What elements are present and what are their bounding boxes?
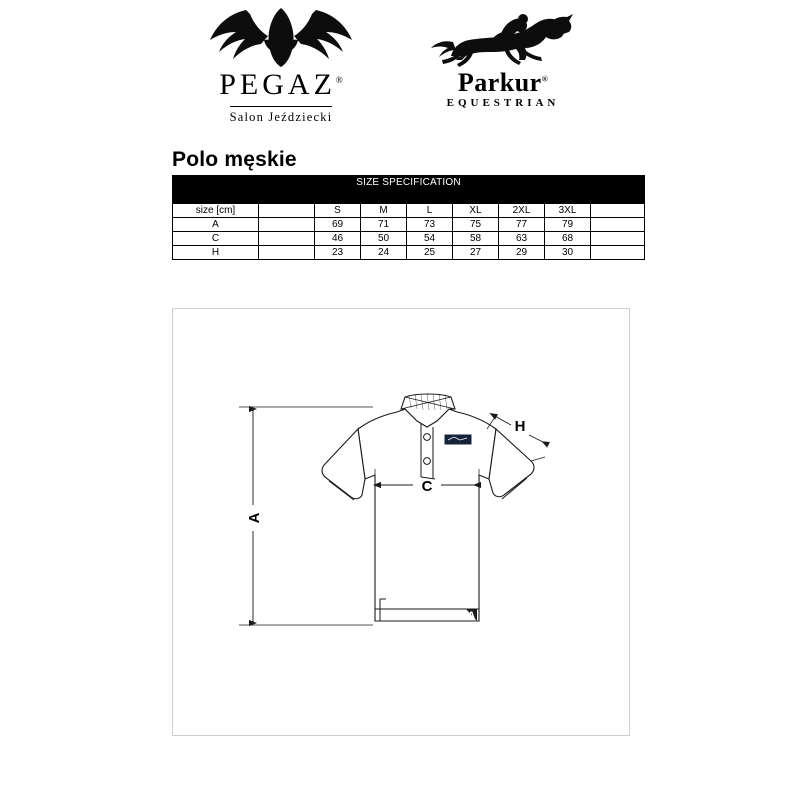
cell-empty	[591, 218, 645, 232]
parkur-logo	[398, 12, 608, 109]
size-header-m: M	[361, 204, 407, 218]
dimension-a-label: A	[246, 512, 263, 524]
cell-h-s: 23	[315, 246, 361, 260]
cell-h-l: 25	[407, 246, 453, 260]
cell-a-m: 71	[361, 218, 407, 232]
svg-text:A: A	[467, 609, 476, 623]
cell-a-l: 73	[407, 218, 453, 232]
table-header-label: SIZE SPECIFICATION	[173, 176, 645, 190]
cell-a-xl: 75	[453, 218, 499, 232]
table-row	[173, 218, 645, 232]
parkur-subtitle: EQUESTRIAN	[446, 97, 560, 109]
cell-h-2xl: 29	[499, 246, 545, 260]
shirt-diagram-svg	[173, 309, 627, 733]
cell-a-s: 69	[315, 218, 361, 232]
cell-empty	[591, 232, 645, 246]
hem-corner-tag	[466, 609, 477, 623]
table-row	[173, 232, 645, 246]
size-header-l: L	[407, 204, 453, 218]
row-label-h: H	[173, 246, 259, 260]
chest-logo-patch	[445, 435, 471, 444]
dimension-h-label: H	[514, 418, 526, 435]
cell-c-xl: 58	[453, 232, 499, 246]
pegaz-brand-text: PEGAZ®	[219, 68, 343, 101]
jumping-horse-rider-icon	[423, 12, 583, 70]
cell-empty	[259, 218, 315, 232]
cell-c-m: 50	[361, 232, 407, 246]
logo-header	[0, 0, 800, 145]
row-label-c: C	[173, 232, 259, 246]
page-title: Polo męskie	[172, 148, 297, 171]
cell-h-3xl: 30	[545, 246, 591, 260]
size-header-xl: XL	[453, 204, 499, 218]
cell-c-l: 54	[407, 232, 453, 246]
cell-empty	[259, 232, 315, 246]
cell-empty	[591, 246, 645, 260]
size-specification-table	[172, 175, 628, 260]
pegaz-logo	[186, 6, 376, 126]
cell-c-2xl: 63	[499, 232, 545, 246]
winged-horse-icon	[206, 6, 356, 68]
dimension-c-label: C	[421, 478, 433, 495]
cell-empty	[259, 246, 315, 260]
cell-c-s: 46	[315, 232, 361, 246]
cell-a-3xl: 79	[545, 218, 591, 232]
size-header-3xl: 3XL	[545, 204, 591, 218]
cell-empty	[591, 204, 645, 218]
parkur-brand-text: Parkur®	[457, 68, 549, 97]
shirt-outline	[322, 409, 534, 621]
cell-c-3xl: 68	[545, 232, 591, 246]
pegaz-subtitle: Salon Jeździecki	[230, 106, 333, 125]
table-row	[173, 246, 645, 260]
cell-empty	[259, 204, 315, 218]
table-header-band	[173, 176, 645, 190]
size-header-s: S	[315, 204, 361, 218]
registered-mark: ®	[335, 75, 343, 85]
table-black-spacer	[173, 190, 645, 204]
size-header-2xl: 2XL	[499, 204, 545, 218]
polo-shirt-technical-drawing	[172, 308, 630, 736]
row-label-a: A	[173, 218, 259, 232]
cell-a-2xl: 77	[499, 218, 545, 232]
size-unit-label: size [cm]	[173, 204, 259, 218]
registered-mark: ®	[541, 74, 549, 84]
table-row-sizes	[173, 204, 645, 218]
cell-h-xl: 27	[453, 246, 499, 260]
cell-h-m: 24	[361, 246, 407, 260]
